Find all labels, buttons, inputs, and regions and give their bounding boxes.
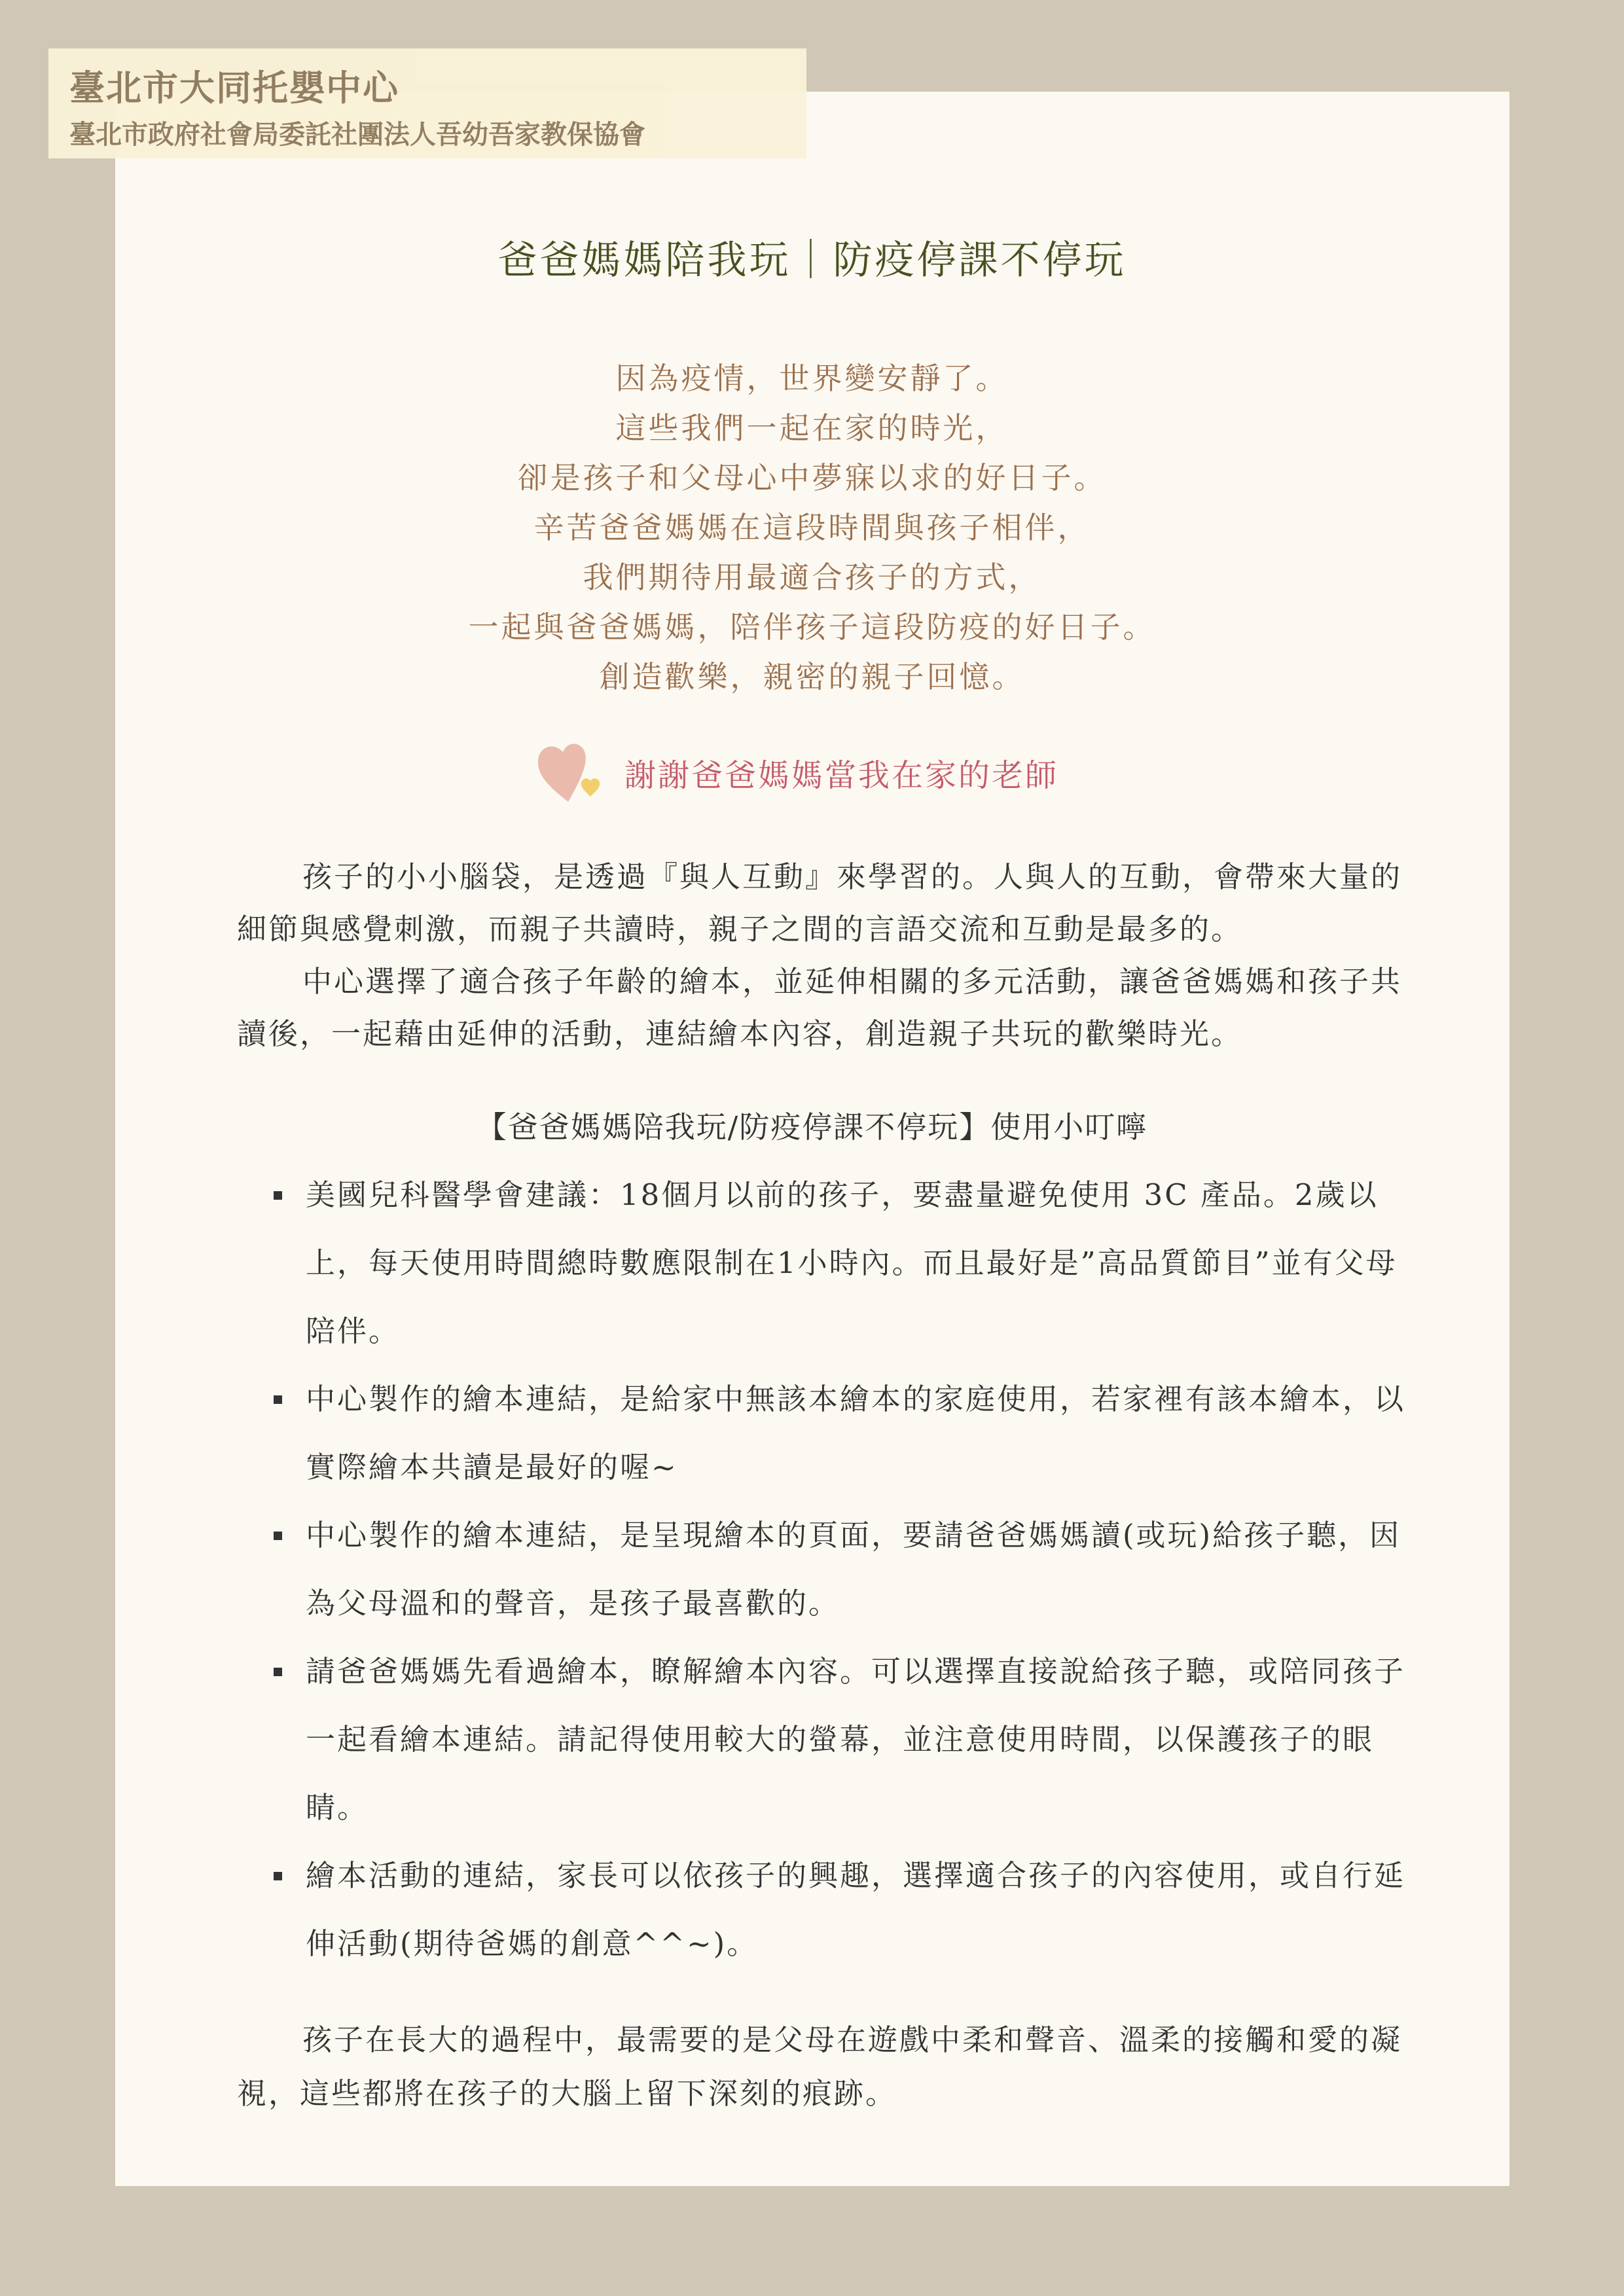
square-bullet-icon (274, 1395, 282, 1404)
tip-text: 美國兒科醫學會建議：18個月以前的孩子，要盡量避免使用 3C 產品。2歲以上，每天使用時間總時數應限制在1小時內。而且最好是”高品質節目”並有父母陪伴。 (306, 1177, 1398, 1348)
poem-line: 創造歡樂，親密的親子回憶。 (599, 659, 1025, 694)
poem-line: 我們期待用最適合孩子的方式， (583, 560, 1041, 595)
tip-text: 請爸爸媽媽先看過繪本，瞭解繪本內容。可以選擇直接說給孩子聽，或陪同孩子一起看繪本連結。請記得使用較大的螢幕，並注意使用時間，以保護孩子的眼睛。 (306, 1654, 1406, 1825)
poem-line: 一起與爸爸媽媽，陪伴孩子這段防疫的好日子。 (468, 609, 1156, 645)
org-name: 臺北市大同托嬰中心 (69, 67, 399, 109)
tips-heading: 【爸爸媽媽陪我玩/防疫停課不停玩】使用小叮嚀 (476, 1109, 1148, 1145)
list-item (272, 1161, 1420, 1365)
list-item (272, 1638, 1420, 1842)
list-item (272, 1501, 1420, 1638)
heart-icon (530, 736, 615, 808)
closing-text: 孩子在長大的過程中，最需要的是父母在遊戲中柔和聲音、溫柔的接觸和愛的凝視，這些都將在孩子的大腦上留下深刻的痕跡。 (237, 2022, 1403, 2111)
thanks-text: 謝謝爸爸媽媽當我在家的老師 (624, 757, 1059, 794)
poem-line: 辛苦爸爸媽媽在這段時間與孩子相伴， (533, 510, 1091, 545)
poem-line: 因為疫情，世界變安靜了。 (615, 361, 1009, 396)
tip-text: 中心製作的繪本連結，是給家中無該本繪本的家庭使用，若家裡有該本繪本，以實際繪本共讀是最好的喔~ (306, 1382, 1406, 1484)
square-bullet-icon (274, 1532, 282, 1540)
tips-list (272, 1161, 1420, 1978)
poem-line: 這些我們一起在家的時光， (615, 410, 1009, 446)
intro-paragraph: 中心選擇了適合孩子年齡的繪本，並延伸相關的多元活動，讓爸爸媽媽和孩子共讀後，一起藉由延伸的活動，連結繪本內容，創造親子共玩的歡樂時光。 (237, 964, 1403, 1051)
org-subtitle: 臺北市政府社會局委託社團法人吾幼吾家教保協會 (69, 119, 645, 150)
square-bullet-icon (274, 1668, 282, 1676)
page-title: 爸爸媽媽陪我玩｜防疫停課不停玩 (497, 238, 1127, 283)
tip-text: 中心製作的繪本連結，是呈現繪本的頁面，要請爸爸媽媽讀(或玩)給孩子聽，因為父母溫和的聲音，是孩子最喜歡的。 (306, 1518, 1401, 1621)
intro-paragraph: 孩子的小小腦袋，是透過『與人互動』來學習的。人與人的互動，會帶來大量的細節與感覺刺激，而親子共讀時，親子之間的言語交流和互動是最多的。 (237, 859, 1403, 946)
tip-text: 繪本活動的連結，家長可以依孩子的興趣，選擇適合孩子的內容使用，或自行延伸活動(期待爸媽的創意^^~)。 (306, 1858, 1406, 1961)
org-header (48, 48, 806, 158)
square-bullet-icon (274, 1191, 282, 1200)
poem-line: 卻是孩子和父母心中夢寐以求的好日子。 (517, 460, 1107, 495)
thanks-heading (530, 733, 1058, 812)
intro-poem (0, 353, 1624, 702)
list-item (272, 1842, 1420, 1978)
square-bullet-icon (274, 1872, 282, 1880)
closing-paragraph (237, 2013, 1415, 2121)
list-item (272, 1365, 1420, 1501)
intro-paragraphs (237, 851, 1415, 1060)
